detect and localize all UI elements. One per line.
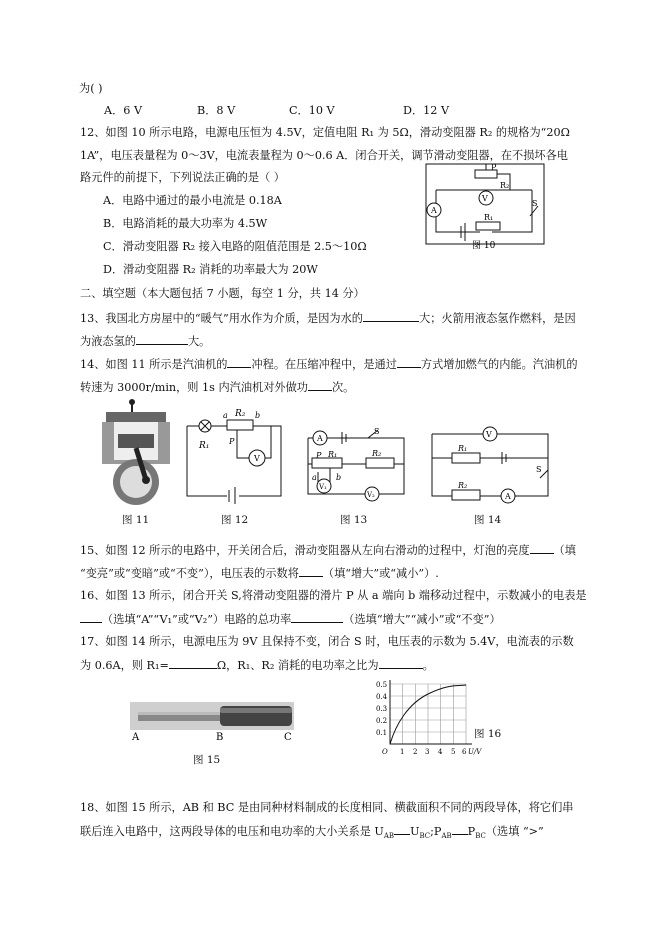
q13-text-b: 大；火箭用液态氢作燃料，是因	[419, 312, 576, 325]
fig12-r2-label: R₂	[235, 409, 246, 419]
q18-line-1: 18、如图 15 所示，AB 和 BC 是由同种材料制成的长度相同、横截面积不同的两段导体，将它们串	[80, 801, 574, 814]
figure-11-caption: 图 11	[122, 514, 150, 526]
q15-line-1	[80, 542, 576, 558]
q13-line-2	[80, 333, 210, 349]
q16-text-b: （选填“增大”“减小”或“不变”）	[343, 613, 501, 626]
q12-option-c: C．滑动变阻器 R₂ 接入电路的阻值范围是 2.5～10Ω	[103, 240, 367, 253]
q18-sub-ab-1: AB	[383, 832, 395, 841]
fig13-r2-label: R₂	[372, 449, 382, 458]
q18-blank-2[interactable]	[452, 823, 468, 835]
fig10-r2-label: R₂	[500, 181, 510, 190]
fig14-v-label: V	[486, 430, 492, 439]
fig10-s-label: S	[532, 199, 538, 208]
q17-line-1: 17、如图 14 所示，电源电压为 9V 且保持不变，闭合 S 时，电压表的示数为 5.4V，电流表的示数	[80, 635, 574, 648]
fig16-x-tick-3: 3	[425, 748, 430, 756]
figure-16-graph	[372, 676, 482, 762]
q15-text-d: （填“增大”或“减小”）.	[322, 567, 439, 580]
q18-sub-ab-2: AB	[441, 832, 452, 841]
fig15-b-label: B	[216, 732, 224, 742]
q11-option-b: B．8 V	[197, 104, 236, 117]
q12-option-d: D．滑动变阻器 R₂ 消耗的功率最大为 20W	[103, 263, 318, 276]
figure-16-caption: 图 16	[474, 728, 502, 740]
q16-blank-1[interactable]	[80, 611, 102, 623]
fig16-x-tick-5: 5	[451, 748, 456, 756]
q16-text-a: （选填“A”“V₁”或“V₂”）电路的总功率	[102, 613, 292, 626]
q16-line-1: 16、如图 13 所示，闭合开关 S,将滑动变阻器的滑片 P 从 a 端向 b 端移动过程中，示数减小的电表是	[80, 589, 587, 602]
fig13-p-label: P	[316, 451, 322, 460]
fig16-x-unit: U/V	[468, 748, 482, 756]
fig16-y-tick-02: 0.2	[376, 717, 388, 725]
fig12-p-label: P	[229, 437, 235, 446]
figure-14-caption: 图 14	[474, 514, 502, 526]
figure-15-conductor	[130, 700, 294, 742]
figure-12-circuit	[183, 404, 287, 504]
fig10-caption: 图 10	[472, 241, 496, 250]
q18-blank-1[interactable]	[394, 823, 410, 835]
q18-sub-bc-1: BC	[419, 832, 431, 841]
q17-text-c: 。	[422, 659, 434, 672]
q13-text-c: 为液态氢的	[80, 335, 136, 348]
fig16-y-tick-01: 0.1	[376, 729, 388, 737]
q12-option-a: A．电路中通过的最小电流是 0.18A	[103, 194, 282, 207]
q17-text-b: Ω，R₁、R₂ 消耗的电功率之比为	[216, 659, 379, 672]
q18-text-a: 联后连入电路中，这两段导体的电压和电功率的大小关系是 U	[80, 825, 384, 838]
fig14-r2-label: R₂	[458, 481, 468, 490]
q15-line-2	[80, 565, 439, 581]
fig10-v-label: V	[482, 194, 488, 203]
q17-line-2	[80, 657, 434, 673]
fig15-a-label: A	[132, 732, 140, 742]
fig14-a-label: A	[505, 492, 511, 501]
q14-text-a: 14、如图 11 所示是汽油机的	[80, 358, 228, 371]
q14-blank-3[interactable]	[308, 379, 332, 391]
fig16-y-tick-04: 0.4	[376, 693, 388, 701]
q16-blank-2[interactable]	[291, 611, 343, 623]
fig16-x-tick-4: 4	[438, 748, 443, 756]
fig14-r1-label: R₁	[458, 444, 468, 453]
q15-text-b: （填	[553, 544, 576, 557]
fig16-y-tick-03: 0.3	[376, 705, 388, 713]
q18-text-c: ;P	[430, 825, 442, 838]
q18-text-d: P	[467, 825, 476, 838]
q17-blank-2[interactable]	[379, 657, 423, 669]
q15-blank-2[interactable]	[299, 565, 323, 577]
q13-text-a: 13、我国北方房屋中的“暖气”用水作为介质，是因为水的	[80, 312, 363, 325]
q15-blank-1[interactable]	[530, 542, 554, 554]
fig12-b-label: b	[255, 411, 261, 420]
fig15-c-label: C	[284, 732, 292, 742]
fig13-r1-label: R₁	[328, 450, 338, 459]
q13-text-d: 大。	[187, 335, 211, 348]
q13-blank-2[interactable]	[136, 333, 188, 345]
q12-line-1: 12、如图 10 所示电路，电源电压恒为 4.5V，定值电阻 R₁ 为 5Ω，滑动变阻器 R₂ 的规格为“20Ω	[80, 126, 570, 139]
q12-line-2: 1A”，电压表量程为 0～3V，电流表量程为 0～0.6 A．闭合开关，调节滑动变阻器，在不损坏各电	[80, 149, 568, 162]
fig10-p-label: P	[491, 163, 497, 172]
q13-line-1	[80, 310, 576, 326]
q11-option-a: A．6 V	[104, 104, 143, 117]
q18-text-e: （选填 “>”	[485, 825, 544, 838]
figure-13-caption: 图 13	[340, 514, 368, 526]
q11-option-d: D．12 V	[403, 104, 450, 117]
q14-text-e: 次。	[331, 381, 355, 394]
q17-blank-1[interactable]	[169, 657, 217, 669]
fig10-a-label: A	[431, 206, 437, 215]
q13-blank-1[interactable]	[363, 310, 419, 322]
fig13-v2-label: V₂	[367, 491, 375, 499]
fig13-s-label: S	[374, 427, 380, 436]
q12-option-b: B．电路消耗的最大功率为 4.5W	[103, 217, 268, 230]
figure-12-caption: 图 12	[221, 514, 249, 526]
q14-text-d: 转速为 3000r/min，则 1s 内汽油机对外做功	[80, 381, 308, 394]
q14-line-1	[80, 356, 578, 372]
q14-line-2	[80, 379, 354, 395]
fig16-y-tick-05: 0.5	[376, 681, 388, 689]
fig12-r1-label: R₁	[199, 441, 210, 451]
figure-13-circuit	[304, 424, 408, 506]
fig13-v1-label: V₁	[319, 483, 327, 491]
q18-text-b: U	[410, 825, 420, 838]
q14-text-b: 冲程。在压缩冲程中，是通过	[251, 358, 397, 371]
fig12-a-label: a	[223, 411, 228, 420]
q14-blank-1[interactable]	[227, 356, 251, 368]
figure-14-circuit	[428, 424, 552, 506]
q11-continuation: 为( )	[79, 82, 103, 95]
fig16-x-tick-2: 2	[413, 748, 418, 756]
figure-15-caption: 图 15	[193, 754, 221, 766]
fig14-s-label: S	[536, 465, 542, 474]
q14-blank-2[interactable]	[397, 356, 421, 368]
figure-10-circuit	[420, 162, 550, 250]
fig16-origin: O	[382, 748, 388, 756]
fig12-v-label: V	[254, 454, 260, 463]
section-2-heading: 二、填空题（本大题包括 7 小题，每空 1 分，共 14 分）	[80, 287, 365, 300]
fig10-r1-label: R₁	[484, 213, 494, 222]
fig16-x-tick-6: 6	[462, 748, 467, 756]
q12-line-3: 路元件的前提下，下列说法正确的是（ ）	[80, 171, 285, 184]
fig16-x-tick-1: 1	[400, 748, 405, 756]
fig13-a-label: A	[317, 434, 323, 443]
fig13-a-end-label: a	[312, 473, 317, 482]
q11-option-c: C．10 V	[289, 104, 335, 117]
q16-line-2	[80, 611, 501, 627]
figure-11-engine	[96, 398, 176, 508]
q17-text-a: 为 0.6A，则 R₁=	[80, 659, 169, 672]
q15-text-a: 15、如图 12 所示的电路中，开关闭合后，滑动变阻器从左向右滑动的过程中，灯泡的亮度	[80, 544, 530, 557]
q15-text-c: “变亮”或“变暗”或“不变”），电压表的示数将	[80, 567, 299, 580]
q18-sub-bc-2: BC	[475, 832, 486, 841]
q14-text-c: 方式增加燃气的内能。汽油机的	[420, 358, 578, 371]
fig13-b-end-label: b	[336, 473, 342, 482]
q18-line-2	[80, 823, 544, 844]
